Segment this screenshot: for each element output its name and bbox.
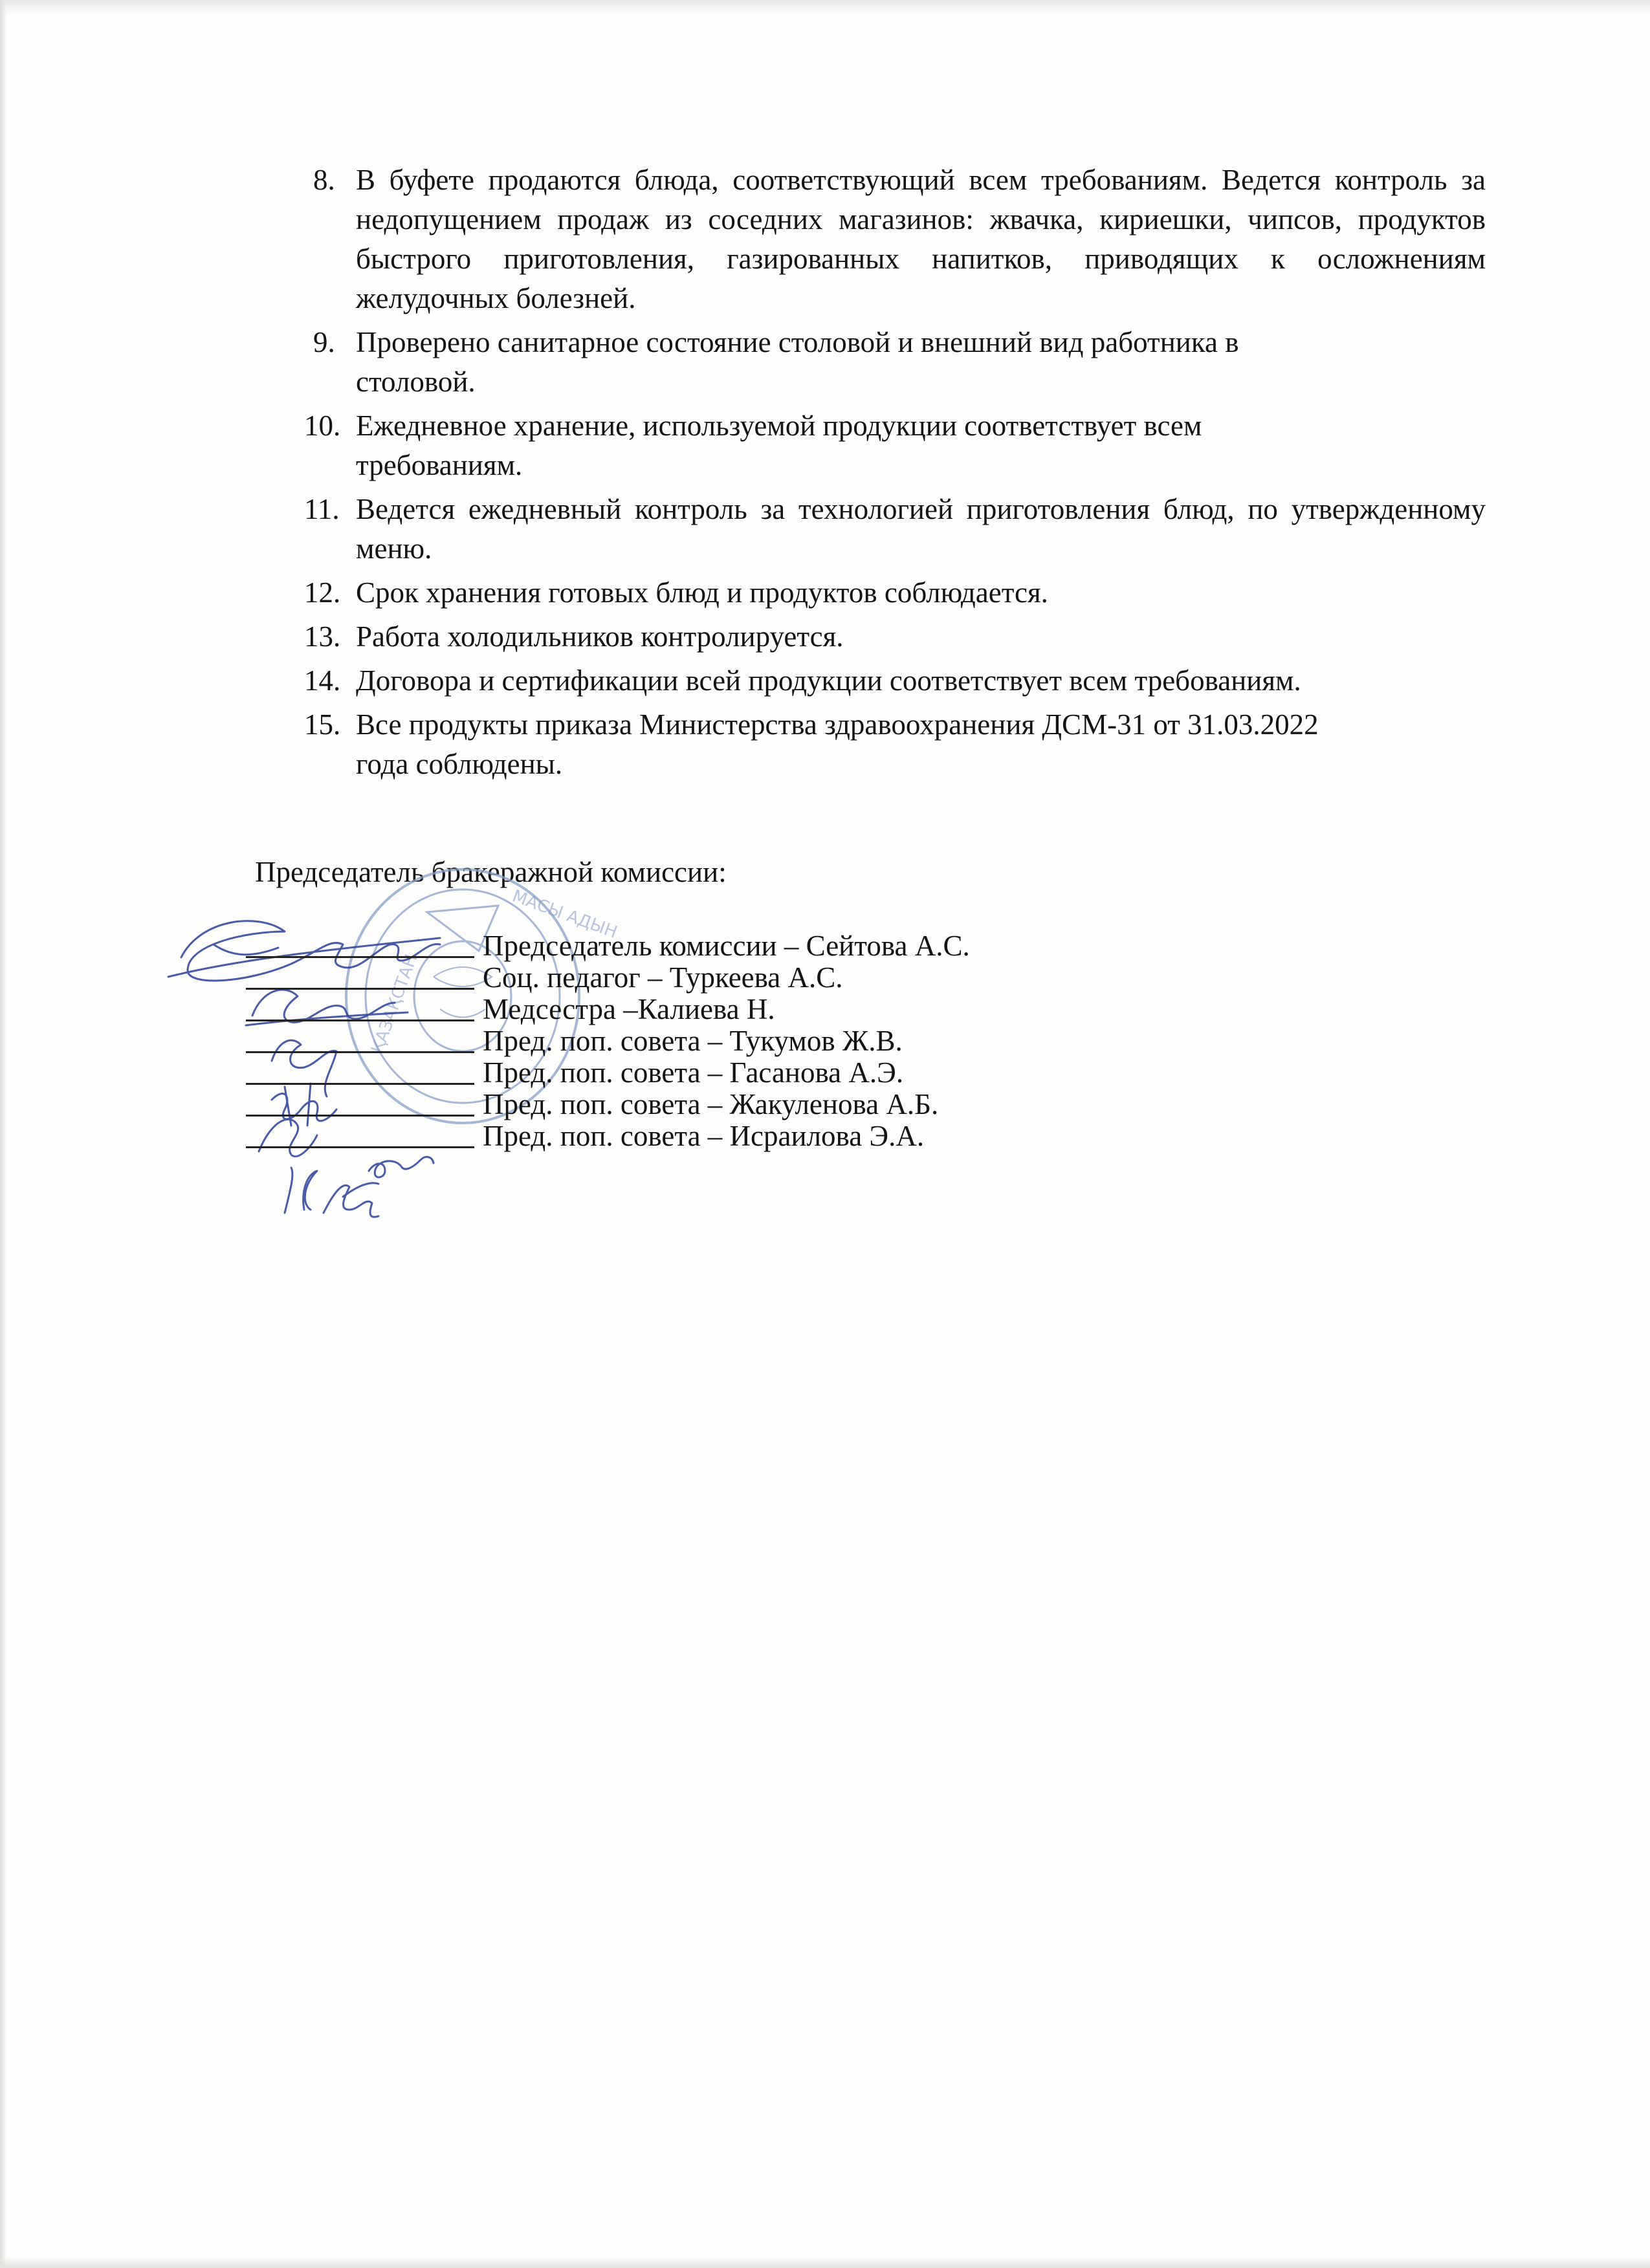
list-item — [304, 573, 1486, 613]
signature-heading: Председатель бракеражной комиссии: — [255, 856, 727, 888]
inspection-findings-list — [304, 160, 1486, 789]
list-item-text: Договора и сертификации всей продукции соответствует всем требованиям. — [356, 664, 1301, 697]
list-item — [304, 661, 1486, 701]
list-item-number: 10. — [304, 409, 341, 442]
signatory-row — [246, 962, 1152, 994]
list-item-number: 14. — [304, 664, 341, 697]
list-item — [304, 705, 1486, 784]
signature-line — [246, 1020, 474, 1021]
signatory-role: Пред. поп. совета – Тукумов Ж.В. — [483, 1025, 903, 1057]
stamp-text: МАСЫ АДЫН — [509, 886, 620, 943]
signatory-row — [246, 930, 1152, 962]
list-item-text: Ведется ежедневный контроль за технологией приготовления блюд, по утвержденному меню. — [356, 493, 1486, 565]
signatory-row — [246, 1089, 1152, 1120]
signatory-row — [246, 1025, 1152, 1057]
signatory-row — [246, 994, 1152, 1025]
signature-line — [246, 988, 474, 990]
list-item — [304, 406, 1486, 485]
signature-line — [246, 1051, 474, 1053]
signatory-role: Пред. поп. совета – Исраилова Э.А. — [483, 1120, 925, 1152]
signatory-role: Пред. поп. совета – Жакуленова А.Б. — [483, 1088, 939, 1120]
signatory-row — [246, 1057, 1152, 1089]
list-item-number: 12. — [304, 576, 341, 609]
list-item-number: 13. — [304, 620, 341, 653]
signature-line — [246, 1115, 474, 1117]
signature-line — [246, 956, 474, 958]
list-item-text: В буфете продаются блюда, соответствующий всем требованиям. Ведется контроль за недопущением продаж из соседних магазинов: жвачка, кириешки, чипсов, продуктов быстрого приготовления, газированных напитков, приводящих к осложнениям желудочных болезней. — [356, 164, 1486, 314]
list-item — [304, 323, 1486, 402]
list-item-number: 15. — [304, 708, 341, 741]
list-item-text: Срок хранения готовых блюд и продуктов соблюдается. — [356, 576, 1048, 609]
list-item-number: 8. — [313, 164, 335, 196]
signatory-role: Медсестра –Калиева Н. — [483, 993, 775, 1025]
signatory-role: Председатель комиссии – Сейтова А.С. — [483, 930, 970, 962]
scan-edge-left — [0, 0, 6, 2268]
list-item-number: 9. — [313, 326, 335, 358]
list-item-text: Проверено санитарное состояние столовой и внешний вид работника в столовой. — [356, 326, 1239, 398]
list-item — [304, 160, 1486, 318]
signatory-row — [246, 1120, 1152, 1152]
signatory-role: Соц. педагог – Туркеева А.С. — [483, 961, 843, 994]
list-item — [304, 490, 1486, 569]
list-item-number: 11. — [304, 493, 340, 525]
list-item-text: Ежедневное хранение, используемой продукции соответствует всем требованиям. — [356, 409, 1202, 481]
list-item — [304, 617, 1486, 657]
signatory-role: Пред. поп. совета – Гасанова А.Э. — [483, 1056, 904, 1089]
signature-line — [246, 1083, 474, 1085]
scan-edge-top — [0, 0, 1650, 16]
list-item-text: Все продукты приказа Министерства здравоохранения ДСМ-31 от 31.03.2022 года соблюдены. — [356, 708, 1319, 780]
svg-text:ҚАЗАҚСТАН: ҚАЗАҚСТАН — [368, 952, 422, 1056]
signatories-list — [246, 930, 1152, 1152]
scan-edge-bottom — [0, 2256, 1650, 2268]
signature-line — [246, 1146, 474, 1148]
list-item-text: Работа холодильников контролируется. — [356, 620, 844, 653]
